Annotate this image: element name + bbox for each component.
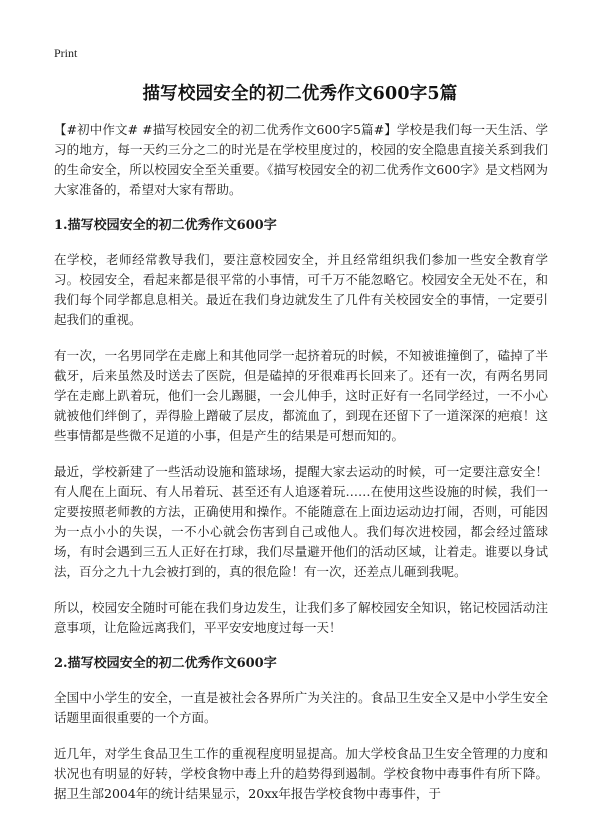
paragraph: 全国中小学生的安全，一直是被社会各界所广为关注的。食品卫生安全又是中小学生安全话题里面很重要的一个方面。 [54,690,548,725]
document-body [54,120,548,820]
paragraph: 所以，校园安全随时可能在我们身边发生，让我们多了解校园安全知识，铭记校园活动注意事项，让危险远离我们，平平安安地度过每一天！ [54,600,548,635]
paragraph: 有一次，一名男同学在走廊上和其他同学一起挤着玩的时候，不知被谁撞倒了，磕掉了半截牙，后来虽然及时送去了医院，但是磕掉的牙很难再长回来了。还有一次，有两名男同学在走廊上趴着玩，他们一会儿踢腿，一会儿伸手，这时正好有一名同学经过，一不小心就被他们绊倒了，弄得脸上蹭破了层皮，都流血了，到现在还留下了一道深深的疤痕！这些事情都是些微不足道的小事，但是产生的结果是可想而知的。 [54,348,548,443]
paragraph: 在学校，老师经常教导我们，要注意校园安全，并且经常组织我们参加一些安全教育学习。校园安全，看起来都是很平常的小事情，可千万不能忽略它。校园安全无处不在，和我们每个同学都息息相关。最近在我们身边就发生了几件有关校园安全的事情，一定要引起我们的重视。 [54,252,548,327]
paragraph: 最近，学校新建了一些活动设施和篮球场，提醒大家去运动的时候，可一定要注意安全！有人爬在上面玩、有人吊着玩、甚至还有人追逐着玩……在使用这些设施的时候，我们一定要按照老师教的方法，正确使用和操作。不能随意在上面边运动边打闹，否则，可能因为一点小小的失误，一不小心就会伤害到自己或他人。我们每次进校园，都会经过篮球场，有时会遇到三五人正好在打球，我们尽量避开他们的活动区域，让着走。谁要以身试法，百分之九十九会被打到的，真的很危险！有一次，还差点儿砸到我呢。 [54,464,548,579]
paragraph: 近几年，对学生食品卫生工作的重视程度明显提高。加大学校食品卫生安全管理的力度和状况也有明显的好转，学校食物中毒上升的趋势得到遏制。学校食物中毒事件有所下降。据卫生部2004年的统计结果显示，20xx年报告学校食物中毒事件，于 [54,746,548,801]
print-link[interactable]: Print [54,46,78,60]
document-title: 描写校园安全的初二优秀作文600字5篇 [142,84,458,104]
intro-paragraph: 【#初中作文# #描写校园安全的初二优秀作文600字5篇#】学校是我们每一天生活、学习的地方，每一天约三分之二的时光是在学校里度过的，校园的安全隐患直接关系到我们的生命安全，所以校园安全至关重要。《描写校园安全的初二优秀作文600字》是文档网为大家准备的，希望对大家有帮助。 [54,122,548,197]
section-heading-2: 2.描写校园安全的初二优秀作文600字 [54,656,277,671]
section-heading-1: 1.描写校园安全的初二优秀作文600字 [54,218,277,233]
